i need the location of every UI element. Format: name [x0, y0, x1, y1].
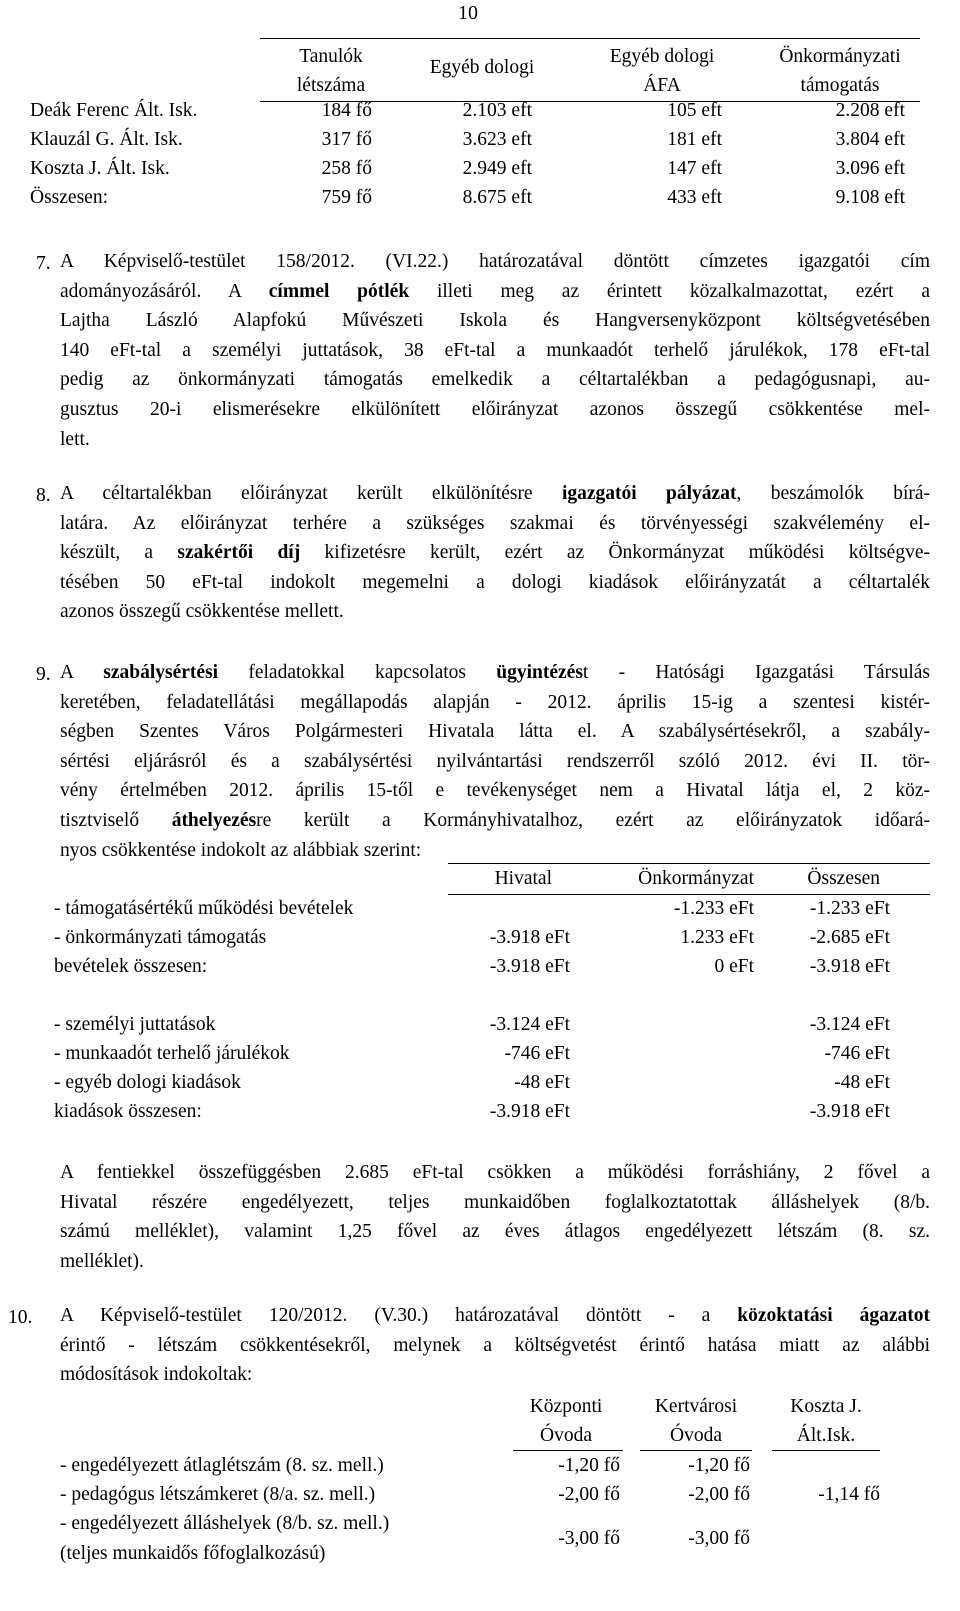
- section9-conclusion: [60, 1158, 930, 1276]
- table3-rule-koszta: [772, 1450, 880, 1451]
- text-span: ségben Szentes Város Polgármesteri Hivatala látta el. A szabálysértésekről, a szabály-: [60, 721, 930, 743]
- cell-value: -1.233 eFt: [673, 898, 754, 919]
- section8-number: 8.: [36, 485, 51, 506]
- row-label: Deák Ferenc Ált. Isk.: [30, 100, 198, 121]
- text-span: 140 eFt-tal a személyi juttatások, 38 eFt-tal a munkaadót terhelő járulékok, 178 eFt-tal: [60, 339, 930, 361]
- row-label: - személyi juttatások: [54, 1014, 216, 1035]
- emphasis: közoktatási ágazatot: [737, 1305, 930, 1326]
- cell-value: -746 eFt: [504, 1043, 570, 1064]
- cell-value: -2.685 eFt: [809, 927, 890, 948]
- text-line: [60, 1360, 930, 1390]
- text-line: [60, 776, 930, 806]
- emphasis: címmel pótlék: [268, 280, 410, 302]
- text-line: [60, 717, 930, 747]
- header-text: Egyéb dologi: [429, 57, 535, 78]
- emphasis: szakértői díj: [177, 542, 301, 564]
- cell-value: -3.918 eFt: [809, 1101, 890, 1122]
- text-span: kifizetésre került, ezért az Önkormányzat működési költségve-: [300, 542, 930, 564]
- header-text: Óvoda: [540, 1425, 592, 1446]
- section7-number: 7.: [36, 253, 51, 274]
- text-span: érintő - létszám csökkentésekről, melynek a költségvetést érintő hatása miatt az alábbi: [60, 1334, 930, 1356]
- cell-value: -48 eFt: [834, 1072, 890, 1093]
- row-label: (teljes munkaidős főfoglalkozású): [60, 1543, 326, 1564]
- emphasis: szabálysértési: [103, 662, 219, 683]
- row-label: - pedagógus létszámkeret (8/a. sz. mell.): [60, 1484, 376, 1505]
- section9-text: [60, 658, 930, 865]
- emphasis: áthelyezés: [171, 809, 257, 831]
- header-text: Kertvárosi: [654, 1396, 738, 1417]
- row-label: - munkaadót terhelő járulékok: [54, 1043, 290, 1064]
- text-span: tésében 50 eFt-tal indokolt megemelni a dologi kiadások előirányzatát a céltartalék: [60, 571, 930, 593]
- cell-value: -3.918 eFt: [809, 956, 890, 977]
- cell-value: 0 eFt: [714, 956, 754, 977]
- cell-value: -3,00 fő: [558, 1528, 620, 1549]
- cell-value: -3.918 eFt: [489, 956, 570, 977]
- text-span: Lajtha László Alapfokú Művészeti Iskola és Hangversenyközpont költségvetésében: [60, 310, 930, 332]
- text-span: Hivatal részére engedélyezett, teljes munkaidőben foglalkoztatottak álláshelyek (8/b.: [60, 1191, 930, 1213]
- row-label: Klauzál G. Ált. Isk.: [30, 129, 183, 150]
- table3-rule-central: [513, 1450, 623, 1451]
- text-line: [60, 1158, 930, 1188]
- cell-value: -3.918 eFt: [489, 1101, 570, 1122]
- text-span: adományozásáról. A: [60, 280, 269, 302]
- cell-value: -1.233 eFt: [809, 898, 890, 919]
- cell-value: 147 eft: [667, 158, 722, 179]
- table1-header-vat: [582, 42, 742, 100]
- row-label: Koszta J. Ált. Isk.: [30, 158, 170, 179]
- row-label: Összesen:: [30, 187, 108, 208]
- text-line: [60, 658, 930, 688]
- text-span: vény értelmében 2012. április 15-től e tevékenységet nem a Hivatal látja el, 2 köz-: [60, 780, 930, 802]
- header-text: Ált.Isk.: [796, 1425, 856, 1446]
- cell-value: 9.108 eft: [835, 187, 905, 208]
- cell-value: -746 eFt: [824, 1043, 890, 1064]
- cell-value: 184 fő: [321, 100, 372, 121]
- text-line: [60, 806, 930, 836]
- text-span: azonos összegű csökkentése mellett.: [60, 601, 344, 623]
- cell-value: 181 eft: [667, 129, 722, 150]
- cell-value: 1.233 eFt: [680, 927, 754, 948]
- text-line: [60, 597, 930, 627]
- cell-value: 3.623 eft: [462, 129, 532, 150]
- table2-header-office: Hivatal: [494, 868, 552, 889]
- header-text: támogatás: [800, 75, 880, 96]
- cell-value: 433 eft: [667, 187, 722, 208]
- table1-header-students: [272, 42, 390, 100]
- row-label: bevételek összesen:: [54, 956, 208, 977]
- text-line: [60, 479, 930, 509]
- row-label: - támogatásértékű működési bevételek: [54, 898, 354, 919]
- text-span: gusztus 20-i elismerésekre elkülönített előirányzat azonos összegű csökkentése mel-: [60, 398, 930, 420]
- text-line: [60, 568, 930, 598]
- cell-value: 759 fő: [321, 187, 372, 208]
- text-line: [60, 688, 930, 718]
- section8-text: [60, 479, 930, 627]
- section9-number: 9.: [36, 664, 51, 685]
- cell-value: 3.804 eft: [835, 129, 905, 150]
- header-text: Tanulók: [299, 46, 363, 67]
- text-span: keretében, feladatellátási megállapodás alapján - 2012. április 15-ig a szentesi kistér-: [60, 691, 930, 713]
- text-span: pedig az önkormányzati támogatás emelkedik a céltartalékban a pedagógusnapi, au-: [60, 369, 930, 391]
- text-span: melléklet).: [60, 1250, 144, 1272]
- text-span: tisztviselő: [60, 809, 172, 831]
- cell-value: 317 fő: [321, 129, 372, 150]
- text-line: [60, 836, 930, 866]
- table2-header-rule: [448, 894, 930, 895]
- text-span: A céltartalékban előirányzat került elkülönítésre: [60, 483, 562, 504]
- cell-value: -3.918 eFt: [489, 927, 570, 948]
- section10-number: 10.: [8, 1307, 33, 1328]
- text-span: illeti meg az érintett közalkalmazottat, ezért a: [409, 280, 930, 302]
- text-line: [60, 509, 930, 539]
- header-text: Önkormányzati: [779, 46, 901, 67]
- row-label: - engedélyezett átlaglétszám (8. sz. mell.): [60, 1455, 384, 1476]
- text-line: [60, 1247, 930, 1277]
- cell-value: -48 eFt: [514, 1072, 570, 1093]
- cell-value: -1,20 fő: [558, 1455, 620, 1476]
- text-span: sértési eljárásról és a szabálysértési nyilvántartási rendszerről szóló 2012. évi II. tör-: [60, 750, 930, 772]
- text-line: [60, 425, 930, 455]
- text-line: [60, 365, 930, 395]
- cell-value: -2,00 fő: [688, 1484, 750, 1505]
- table2-header-municipality: Önkormányzat: [638, 868, 754, 889]
- text-span: feladatokkal kapcsolatos: [218, 662, 497, 683]
- text-span: A: [60, 662, 104, 683]
- cell-value: 3.096 eft: [835, 158, 905, 179]
- text-span: A Képviselő-testület 158/2012. (VI.22.) határozatával döntött címzetes igazgatói cím: [60, 251, 930, 272]
- table1-header-other: [412, 57, 552, 79]
- text-span: latára. Az előirányzat terhére a szükséges szakmai és törvényességi szakvélemény el-: [60, 512, 930, 534]
- table3-header-central: [510, 1392, 622, 1450]
- row-label: kiadások összesen:: [54, 1101, 202, 1122]
- page-number: 10: [458, 2, 478, 24]
- header-text: Központi: [529, 1396, 603, 1417]
- table1-top-rule: [260, 38, 920, 39]
- text-line: [60, 1301, 930, 1331]
- cell-value: 2.208 eft: [835, 100, 905, 121]
- cell-value: 8.675 eft: [462, 187, 532, 208]
- section10-text: [60, 1301, 930, 1390]
- cell-value: -3.124 eFt: [489, 1014, 570, 1035]
- text-line: [60, 538, 930, 568]
- table2-top-rule: [448, 863, 930, 864]
- cell-value: -2,00 fő: [558, 1484, 620, 1505]
- text-span: re került a Kormányhivatalhoz, ezért az előirányzatok időará-: [256, 809, 930, 831]
- text-span: A Képviselő-testület 120/2012. (V.30.) határozatával döntött - a: [60, 1305, 738, 1326]
- text-span: készült, a: [60, 542, 178, 564]
- text-span: A fentiekkel összefüggésben 2.685 eFt-tal csökken a működési forráshiány, 2 fővel a: [60, 1162, 930, 1183]
- emphasis: ügyintézés: [496, 662, 583, 683]
- text-line: [60, 1188, 930, 1218]
- text-span: módosítások indokoltak:: [60, 1364, 253, 1386]
- text-span: t - Hatósági Igazgatási Társulás: [582, 662, 930, 683]
- cell-value: 258 fő: [321, 158, 372, 179]
- cell-value: 2.103 eft: [462, 100, 532, 121]
- emphasis: igazgatói pályázat: [561, 483, 737, 504]
- text-line: [60, 306, 930, 336]
- row-label: - egyéb dologi kiadások: [54, 1072, 241, 1093]
- header-text: Óvoda: [670, 1425, 722, 1446]
- section7-text: [60, 247, 930, 454]
- text-span: , beszámolók bírá-: [736, 483, 931, 504]
- cell-value: -3.124 eFt: [809, 1014, 890, 1035]
- text-span: nyos csökkentése indokolt az alábbiak szerint:: [60, 839, 422, 861]
- table2-header-total: Összesen: [807, 868, 880, 889]
- cell-value: -1,14 fő: [818, 1484, 880, 1505]
- cell-value: -3,00 fő: [688, 1528, 750, 1549]
- text-line: [60, 1217, 930, 1247]
- cell-value: 2.949 eft: [462, 158, 532, 179]
- header-text: Egyéb dologi: [609, 46, 715, 67]
- text-line: [60, 747, 930, 777]
- cell-value: -1,20 fő: [688, 1455, 750, 1476]
- row-label: - önkormányzati támogatás: [54, 927, 267, 948]
- table3-header-koszta: [770, 1392, 882, 1450]
- text-line: [60, 1331, 930, 1361]
- text-line: [60, 277, 930, 307]
- table3-header-kertvarosi: [634, 1392, 758, 1450]
- row-label: - engedélyezett álláshelyek (8/b. sz. mell.): [60, 1513, 390, 1534]
- text-line: [60, 336, 930, 366]
- text-span: lett.: [60, 428, 90, 450]
- header-text: Koszta J.: [790, 1396, 862, 1417]
- text-span: számú melléklet), valamint 1,25 fővel az éves átlagos engedélyezett létszám (8. sz.: [60, 1221, 930, 1243]
- table1-header-support: [755, 42, 925, 100]
- table3-rule-kertvarosi: [640, 1450, 752, 1451]
- cell-value: 105 eft: [667, 100, 722, 121]
- header-text: létszáma: [296, 75, 366, 96]
- header-text: ÁFA: [643, 75, 681, 96]
- text-line: [60, 247, 930, 277]
- text-line: [60, 395, 930, 425]
